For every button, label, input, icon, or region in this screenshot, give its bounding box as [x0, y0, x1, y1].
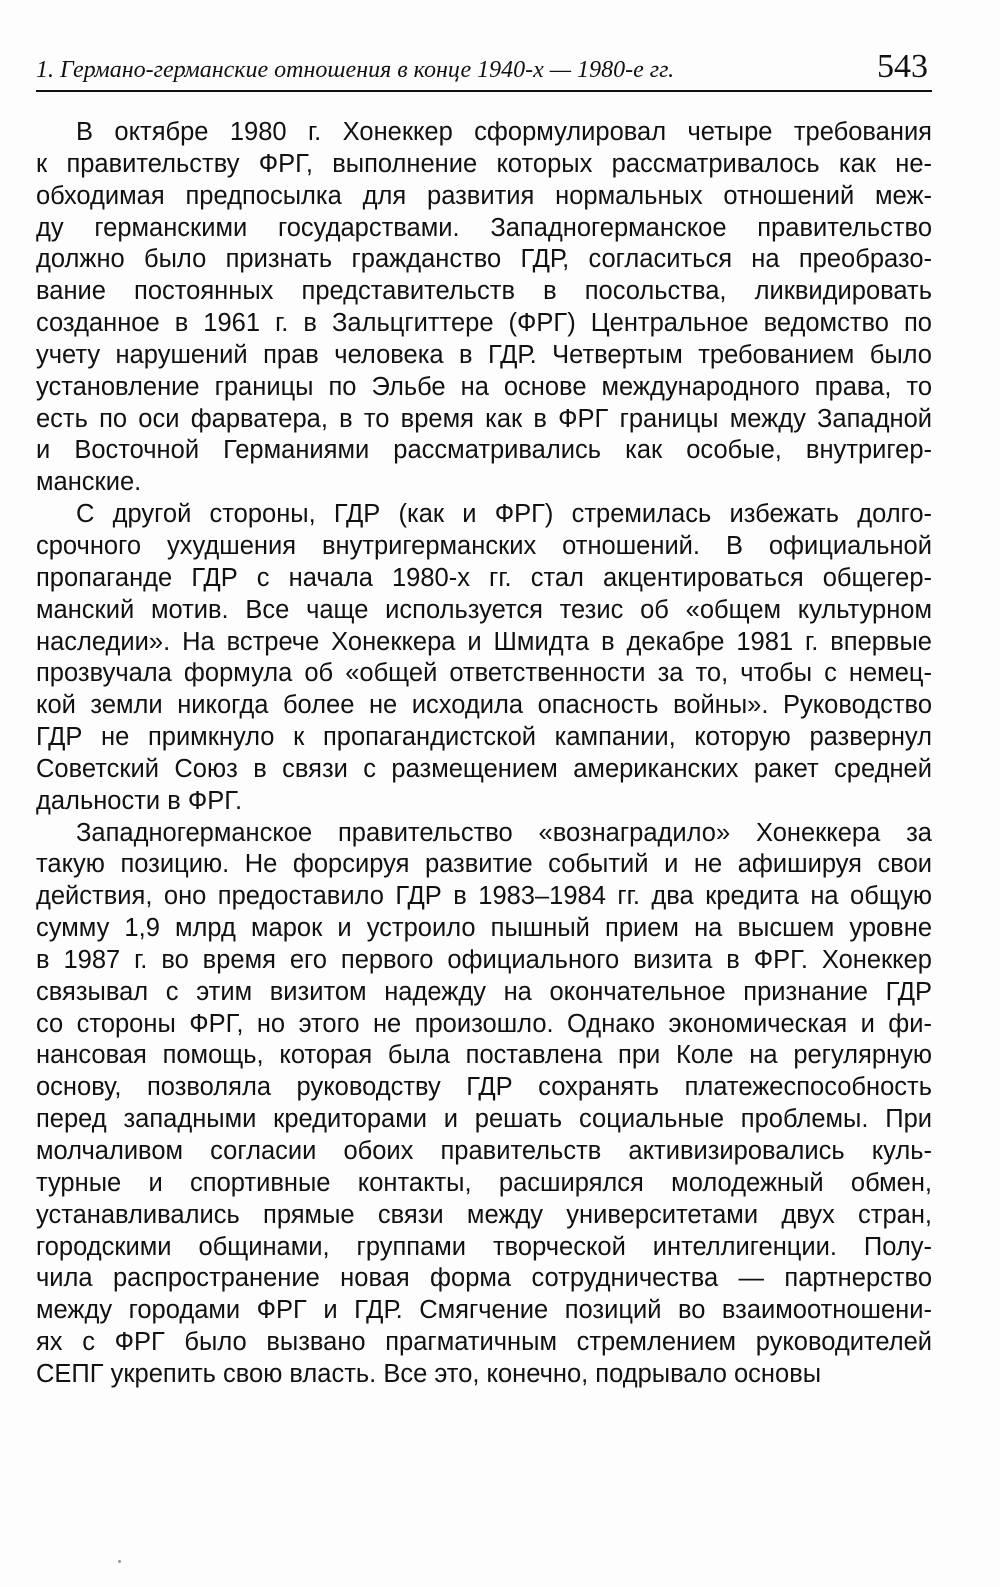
text-line: ду германскими государствами. Западногерманское правительство [36, 213, 932, 242]
running-head: 1. Германо-германские отношения в конце 1940-х — 1980-е гг. [36, 57, 675, 83]
text-line: городскими общинами, группами творческой интеллигенции. Полу- [36, 1232, 932, 1261]
text-line: со стороны ФРГ, но этого не произошло. Однако экономическая и фи- [36, 1009, 932, 1038]
text-line: и Восточной Германиями рассматривались как особые, внутригер- [36, 436, 932, 465]
text-line: турные и спортивные контакты, расширялся молодежный обмен, [36, 1168, 932, 1197]
text-line: действия, оно предоставило ГДР в 1983–1984 гг. два кредита на общую [36, 882, 932, 911]
text-line: манский мотив. Все чаще используется тезис об «общем культурном [36, 595, 932, 624]
text-line: ГДР не примкнуло к пропагандистской кампании, которую развернул [36, 723, 932, 752]
text-line: сумму 1,9 млрд марок и устроило пышный прием на высшем уровне [36, 914, 932, 943]
text-line: нансовая помощь, которая была поставлена при Коле на регулярную [36, 1041, 932, 1070]
text-line: СЕПГ укрепить свою власть. Все это, конечно, подрывало основы [36, 1359, 822, 1388]
text-line: такую позицию. Не форсируя развитие событий и не афишируя свои [36, 850, 932, 879]
text-line: молчаливом согласии обоих правительств активизировались куль- [36, 1137, 932, 1165]
text-line: срочного ухудшения внутригерманских отношений. В официальной [36, 531, 932, 560]
text-line: перед западными кредиторами и решать социальные проблемы. При [36, 1105, 932, 1134]
text-line: связывал с этим визитом надежду на окончательное признание ГДР [36, 977, 932, 1006]
text-line: ях с ФРГ было вызвано прагматичным стремлением руководителей [36, 1328, 932, 1357]
text-line: должно было признать гражданство ГДР, согласиться на преобразо- [36, 245, 932, 274]
text-line: кой земли никогда более не исходила опасность войны». Руководство [36, 691, 932, 720]
text-line: вание постоянных представительств в посольства, ликвидировать [36, 277, 932, 306]
text-line: между городами ФРГ и ГДР. Смягчение позиций во взаимоотношени- [36, 1296, 932, 1325]
text-line: к правительству ФРГ, выполнение которых рассматривалось как не- [36, 149, 932, 178]
text-line: учету нарушений прав человека в ГДР. Четвертым требованием было [36, 340, 932, 369]
text-line: устанавливались прямые связи между университетами двух стран, [36, 1200, 932, 1229]
text-line: пропаганде ГДР с начала 1980-х гг. стал акцентироваться общегер- [36, 563, 932, 592]
text-line: есть по оси фарватера, в то время как в ФРГ границы между Западной [36, 404, 932, 433]
text-line: в 1987 г. во время его первого официального визита в ФРГ. Хонеккер [36, 945, 932, 974]
text-line: манские. [36, 468, 142, 497]
text-line: Советский Союз в связи с размещением американских ракет средней [36, 754, 932, 783]
text-line: прозвучала формула об «общей ответственности за то, чтобы с немец- [36, 659, 932, 688]
text-line: установление границы по Эльбе на основе международного права, то [36, 372, 932, 401]
page-number: 543 [877, 48, 928, 85]
text-line: С другой стороны, ГДР (как и ФРГ) стремилась избежать долго- [76, 500, 932, 529]
text-line: чила распространение новая форма сотрудничества — партнерство [36, 1264, 932, 1293]
text-line: наследии». На встрече Хонеккера и Шмидта в декабре 1981 г. впервые [36, 627, 932, 656]
page-header [36, 38, 932, 92]
text-line: Западногерманское правительство «вознаградило» Хонеккера за [76, 818, 932, 847]
body-text [36, 117, 932, 1391]
text-line: В октябре 1980 г. Хонеккер сформулировал четыре требования [76, 118, 932, 146]
text-line: дальности в ФРГ. [36, 786, 243, 815]
text-line: основу, позволяла руководству ГДР сохранять платежеспособность [36, 1073, 932, 1102]
text-line: обходимая предпосылка для развития нормальных отношений меж- [36, 181, 932, 210]
scan-speck [118, 1560, 121, 1563]
text-line: созданное в 1961 г. в Зальцгиттере (ФРГ) Центральное ведомство по [36, 309, 932, 338]
